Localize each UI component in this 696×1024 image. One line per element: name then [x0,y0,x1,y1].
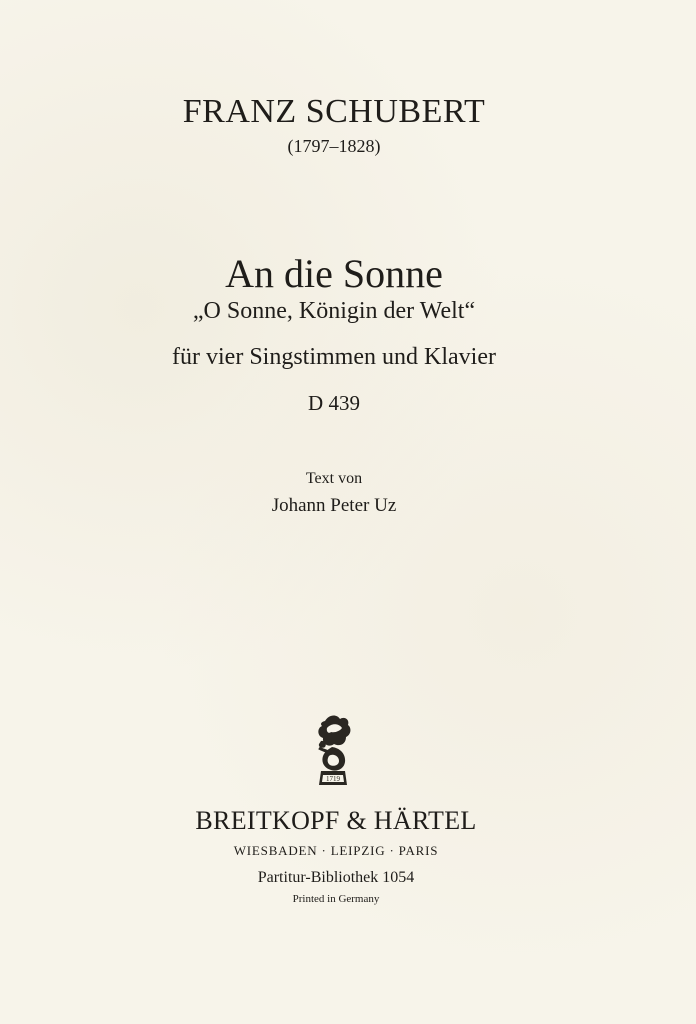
publisher-cities: WIESBADEN · LEIPZIG · PARIS [233,843,439,858]
catalogue-number: D 439 [308,391,360,415]
composer-dates: (1797–1828) [287,136,381,156]
text-credit-label: Text von [305,470,363,487]
printed-location: Printed in Germany [292,893,380,905]
work-scoring: für vier Singstimmen und Klavier [172,344,496,370]
composer-name: FRANZ SCHUBERT [182,93,486,130]
breitkopf-haertel-emblem-icon [309,713,357,788]
work-title: An die Sonne [225,251,443,296]
work-subtitle: „O Sonne, Königin der Welt“ [192,298,476,324]
publisher-name: BREITKOPF & HÄRTEL [195,806,477,835]
edition-series: Partitur-Bibliothek 1054 [257,869,415,886]
text-author: Johann Peter Uz [271,495,397,516]
logo-year: 1719 [326,775,340,783]
